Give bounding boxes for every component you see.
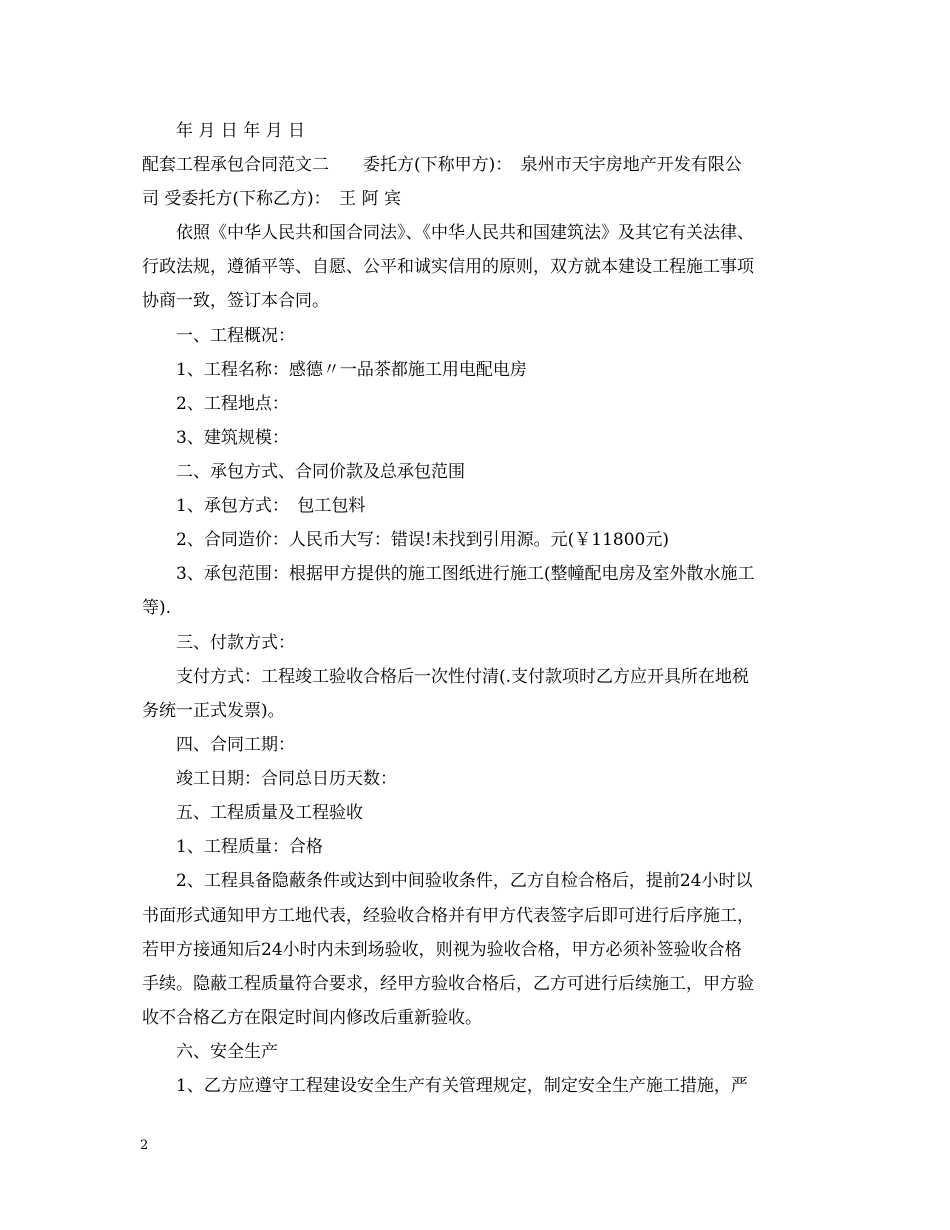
contractor-line: 司 受委托方(下称乙方)： 王 阿 宾 bbox=[142, 189, 401, 209]
completion-date-line: 竣工日期：合同总日历天数： bbox=[176, 769, 397, 789]
preamble-line-1: 依照《中华人民共和国合同法》、《中华人民共和国建筑法》及其它有关法律、 bbox=[176, 223, 754, 243]
section-heading-6: 六、安全生产 bbox=[176, 1042, 278, 1062]
date-line: 年 月 日 年 月 日 bbox=[176, 121, 306, 141]
section-heading-2: 二、承包方式、合同价款及总承包范围 bbox=[176, 462, 465, 482]
acceptance-line-1: 2、工程具备隐蔽条件或达到中间验收条件，乙方自检合格后，提前24小时以 bbox=[176, 871, 753, 891]
section-heading-3: 三、付款方式： bbox=[176, 633, 295, 653]
project-name-line: 1、工程名称：感德〃一品茶都施工用电配电房 bbox=[176, 360, 527, 380]
contract-scope-line-1: 3、承包范围：根据甲方提供的施工图纸进行施工(整幢配电房及室外散水施工 bbox=[176, 564, 755, 584]
contract-price-line: 2、合同造价：人民币大写：错误!未找到引用源。元(￥11800元) bbox=[176, 530, 669, 550]
preamble-line-2: 行政法规，遵循平等、自愿、公平和诚实信用的原则，双方就本建设工程施工事项 bbox=[142, 257, 754, 277]
safety-line-1: 1、乙方应遵守工程建设安全生产有关管理规定，制定安全生产施工措施，严 bbox=[176, 1076, 748, 1096]
payment-line-2: 务统一正式发票)。 bbox=[142, 701, 285, 721]
acceptance-line-4: 手续。隐蔽工程质量符合要求，经甲方验收合格后，乙方可进行后续施工，甲方验 bbox=[142, 974, 754, 994]
project-location-line: 2、工程地点： bbox=[176, 394, 289, 414]
page-number: 2 bbox=[140, 1138, 149, 1153]
section-heading-1: 一、工程概况： bbox=[176, 326, 295, 346]
section-heading-5: 五、工程质量及工程验收 bbox=[176, 803, 363, 823]
contract-mode-line: 1、承包方式： 包工包料 bbox=[176, 496, 366, 516]
quality-line: 1、工程质量：合格 bbox=[176, 837, 323, 857]
acceptance-line-2: 书面形式通知甲方工地代表，经验收合格并有甲方代表签字后即可进行后序施工， bbox=[142, 906, 754, 926]
title-client-line: 配套工程承包合同范文二 委托方(下称甲方)： 泉州市天宇房地产开发有限公 bbox=[142, 155, 742, 175]
payment-line-1: 支付方式：工程竣工验收合格后一次性付清(.支付款项时乙方应开具所在地税 bbox=[176, 667, 750, 687]
section-heading-4: 四、合同工期： bbox=[176, 735, 295, 755]
contract-scope-line-2: 等). bbox=[142, 598, 172, 618]
acceptance-line-3: 若甲方接通知后24小时内未到场验收，则视为验收合格，甲方必须补签验收合格 bbox=[142, 940, 742, 960]
preamble-line-3: 协商一致，签订本合同。 bbox=[142, 291, 329, 311]
project-scale-line: 3、建筑规模： bbox=[176, 428, 289, 448]
acceptance-line-5: 收不合格乙方在限定时间内修改后重新验收。 bbox=[142, 1008, 482, 1028]
